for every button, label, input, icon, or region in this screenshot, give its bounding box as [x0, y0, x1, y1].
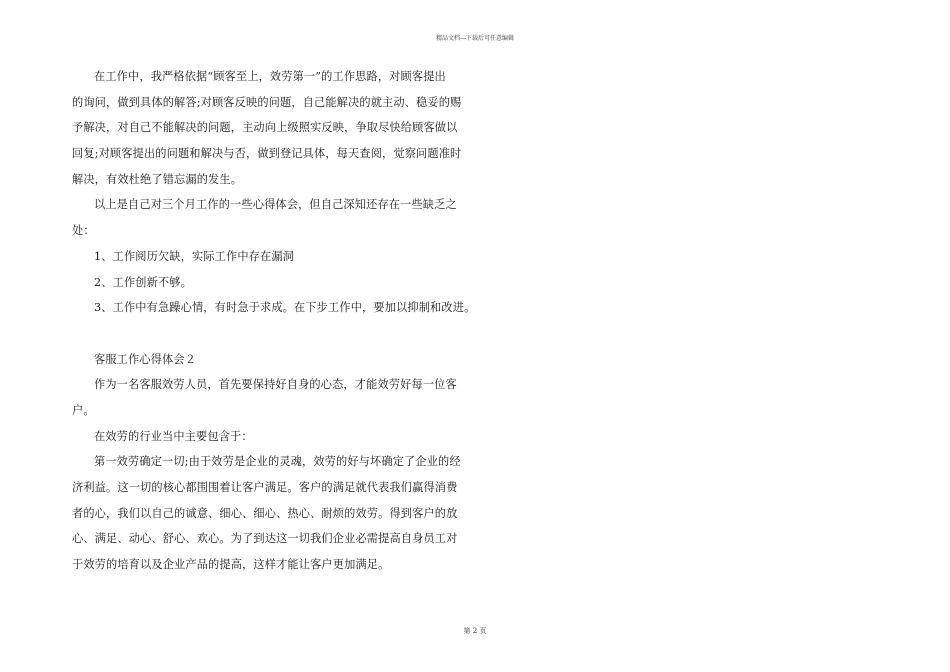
list-item: 2、工作创新不够。	[94, 275, 192, 289]
paragraph-line: 第一效劳确定一切;由于效劳是企业的灵魂，效劳的好与坏确定了企业的经	[94, 455, 461, 469]
paragraph-line: 在效劳的行业当中主要包含于：	[94, 429, 253, 443]
paragraph-line: 济利益。这一切的核心都围围着让客户满足。客户的满足就代表我们赢得消费	[72, 481, 458, 494]
paragraph-line: 在工作中，我严格依据“顾客至上，效劳第一”的工作思路，对顾客提出	[94, 70, 446, 83]
paragraph-line: 解决，有效杜绝了错忘漏的发生。	[72, 172, 243, 186]
paragraph-line: 于效劳的培育以及企业产品的提高，这样才能让客户更加满足。	[72, 558, 390, 572]
paragraph-line: 处：	[72, 224, 95, 238]
list-item: 1、工作阅历欠缺，实际工作中存在漏洞	[94, 249, 295, 263]
page-header: 精品文档---下载后可任意编辑	[435, 35, 515, 42]
page-number: 第 2 页	[463, 627, 487, 635]
paragraph-line: 户。	[72, 403, 95, 417]
list-item: 3、工作中有急躁心情，有时急于求成。在下步工作中，要加以抑制和改进。	[94, 301, 476, 315]
document-body	[72, 64, 476, 578]
paragraph-line: 回复;对顾客提出的问题和解决与否，做到登记具体，每天查阅，觉察问题准时	[72, 147, 462, 161]
section-title: 客服工作心得体会２	[94, 352, 197, 366]
paragraph-line: 以上是自己对三个月工作的一些心得体会，但自己深知还存在一些缺乏之	[94, 198, 457, 212]
paragraph-line: 予解决，对自己不能解决的问题，主动向上级照实反映，争取尽快给顾客做以	[72, 121, 458, 135]
blank-line	[72, 321, 472, 347]
paragraph-line: 的询问，做到具体的解答;对顾客反映的问题，自己能解决的就主动、稳妥的赐	[72, 95, 462, 109]
paragraph-line: 者的心，我们以自己的诚意、细心、细心、热心、耐烦的效劳。得到客户的放	[72, 506, 458, 520]
paragraph-line: 作为一名客服效劳人员，首先要保持好自身的心态，才能效劳好每一位客	[94, 378, 457, 392]
paragraph-line: 心、满足、动心、舒心、欢心。为了到达这一切我们企业必需提高自身员工对	[72, 532, 458, 546]
